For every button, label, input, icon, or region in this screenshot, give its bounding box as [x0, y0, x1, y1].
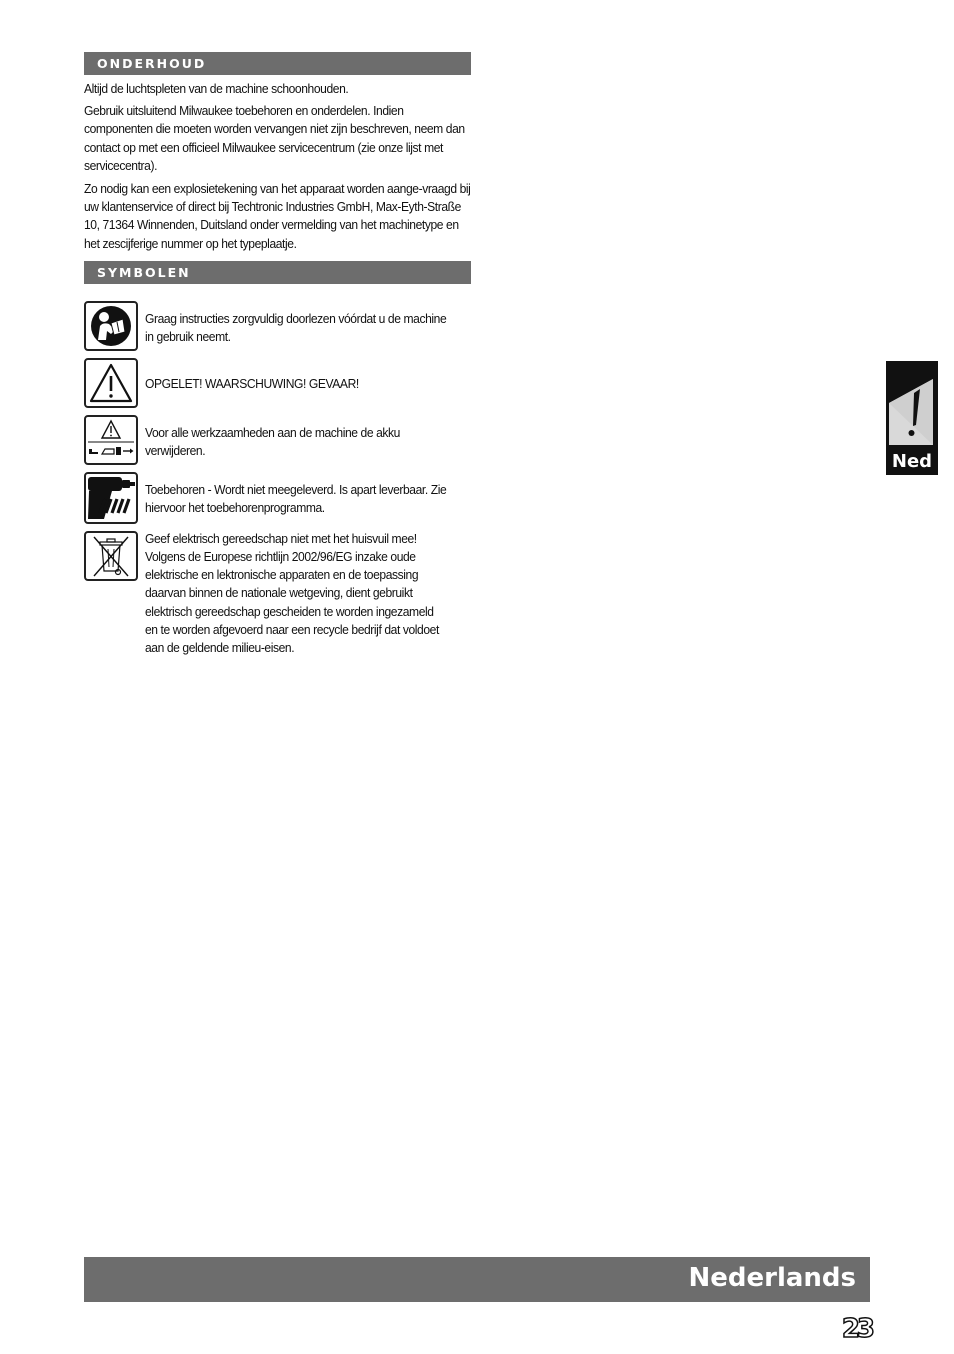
language-tab-label: Ned: [891, 451, 933, 472]
symbol-row-read-manual: [84, 301, 471, 351]
language-side-tab: [886, 361, 938, 475]
warning-triangle-icon: [84, 358, 138, 408]
symbol-row-accessory: [84, 472, 471, 524]
symbol-row-warning: [84, 358, 471, 408]
maintenance-paragraph-3: Zo nodig kan een explosietekening van het apparaat worden aange-vraagd bij uw klantenservice of direct bij Techtronic Industries GmbH, Max-Eyth-Straße 10, 71364 Winnenden, Duitsland onder vermelding van het machinetype en het zescijferige nummer op het typeplaatje.: [84, 181, 471, 251]
accessory-drill-icon: [84, 472, 138, 524]
symbols-heading: SYMBOLEN: [84, 261, 471, 284]
maintenance-paragraph-1: Altijd de luchtspleten van de machine schoonhouden.: [84, 81, 349, 96]
read-manual-icon: [84, 301, 138, 351]
crossed-bin-icon: [84, 531, 138, 581]
footer-language-title: Nederlands: [688, 1263, 856, 1293]
maintenance-paragraph-2: Gebruik uitsluitend Milwaukee toebehoren en onderdelen. Indien componenten die moeten worden vervangen niet zijn beschreven, neem dan contact op met een officieel Milwaukee servicecentrum (zie onze lijst met servicecentra).: [84, 103, 465, 173]
symbols-list: [84, 301, 471, 657]
page-number: 23: [841, 1314, 872, 1344]
symbol-text-read-manual: Graag instructies zorgvuldig doorlezen vóórdat u de machine in gebruik neemt.: [145, 310, 447, 345]
maintenance-heading: ONDERHOUD: [84, 52, 471, 75]
footer-language-bar: [84, 1257, 870, 1302]
symbol-text-warning: OPGELET! WAARSCHUWING! GEVAAR!: [145, 375, 359, 391]
symbol-text-remove-battery: Voor alle werkzaamheden aan de machine de akku verwijderen.: [145, 424, 400, 459]
content-column: [84, 52, 471, 664]
symbol-text-accessory: Toebehoren - Wordt niet meegeleverd. Is apart leverbaar. Zie hiervoor het toebehorenprogramma.: [145, 481, 447, 516]
symbol-row-disposal: [84, 531, 471, 657]
warning-exclamation-icon: [887, 363, 937, 447]
remove-battery-icon: [84, 415, 138, 465]
symbol-row-remove-battery: [84, 415, 471, 465]
symbol-text-disposal: Geef elektrisch gereedschap niet met het huisvuil mee! Volgens de Europese richtlijn 2002/96/EG inzake oude elektrische en lektronische apparaten en de toepassing daarvan binnen de nationale wetgeving, dient gebruikt elektrisch gereedschap gescheiden te worden ingezameld en te worden afgevoerd naar een recycle bedrijf dat voldoet aan de geldende milieu-eisen.: [145, 530, 439, 656]
